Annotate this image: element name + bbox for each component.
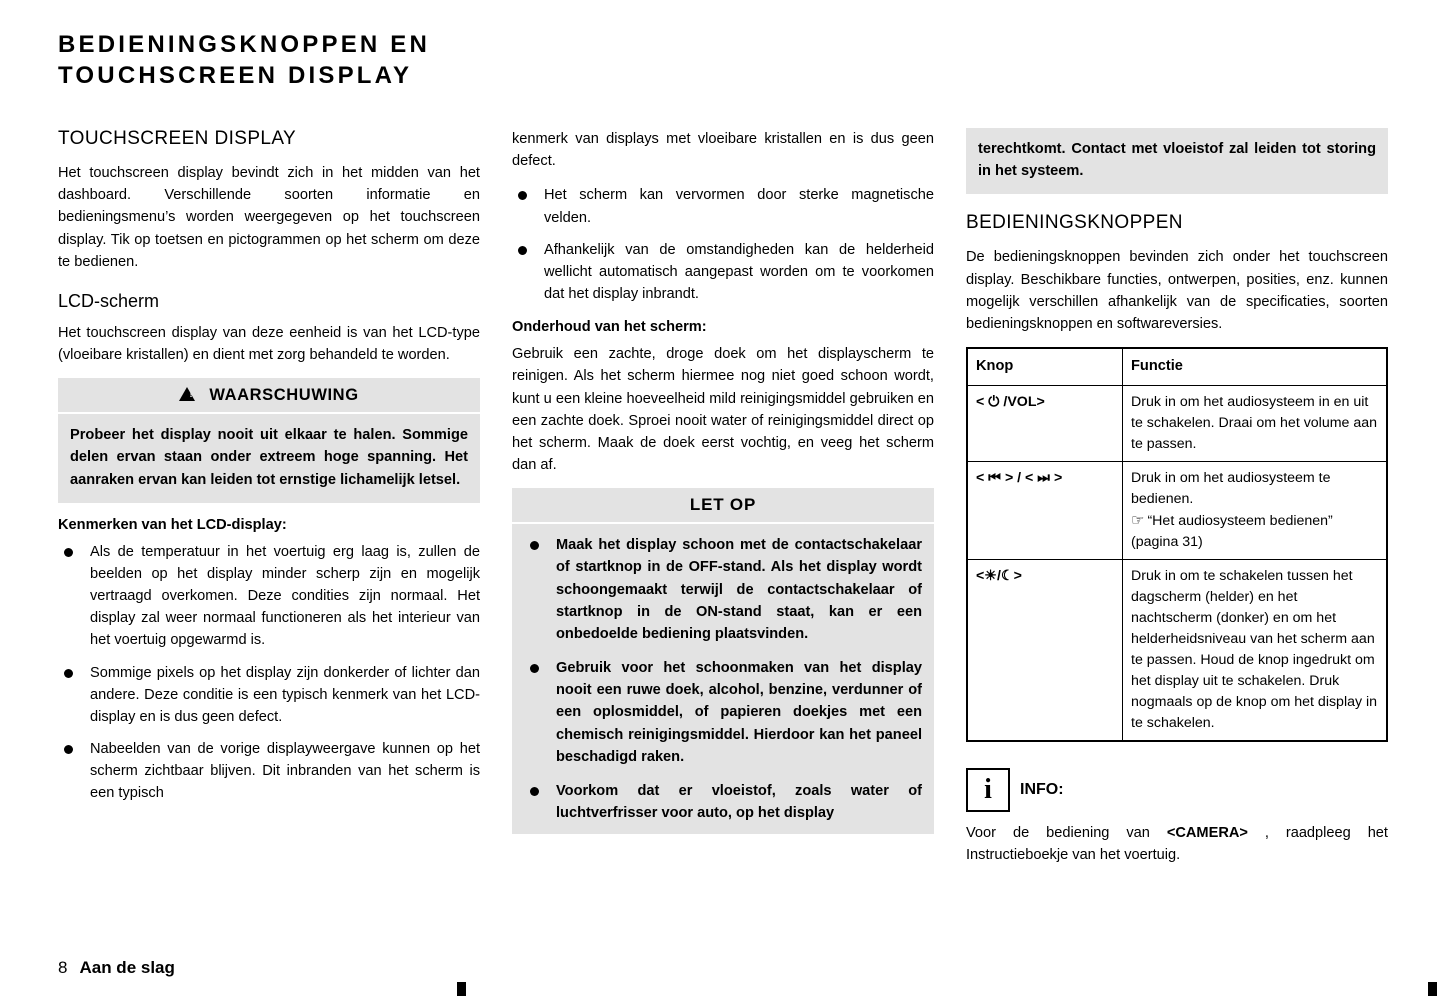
print-mark-left: [457, 982, 466, 996]
list-item-text: Afhankelijk van de omstandigheden kan de helderheid wellicht automatisch aangepast worden om te voorkomen dat het display inbrandt.: [544, 241, 934, 303]
page-title: BEDIENINGSKNOPPEN EN TOUCHSCREEN DISPLAY: [58, 31, 431, 89]
notice-title: LET OP: [512, 488, 934, 524]
table-header-functie: Functie: [1123, 348, 1388, 385]
table-cell-knop: <☀/☾>: [967, 559, 1123, 741]
bullet-icon: [530, 541, 539, 550]
info-text-before: Voor de bediening van: [966, 825, 1167, 842]
highlight-box: terechtkomt. Contact met vloeistof zal leiden tot storing in het systeem.: [966, 128, 1388, 194]
bullet-icon: [64, 548, 73, 557]
buttons-table: [966, 347, 1388, 742]
info-icon: i: [966, 768, 1010, 812]
features-continued-list: [512, 184, 934, 305]
table-row: [967, 559, 1387, 741]
table-cell-knop: < ⏮ > / < ⏭ >: [967, 461, 1123, 559]
list-item: [58, 541, 480, 652]
bullet-icon: [64, 669, 73, 678]
paragraph-lcd: Het touchscreen display van deze eenheid is van het LCD-type (vloeibare kristallen) en dient met zorg behandeld te worden.: [58, 324, 480, 364]
bullet-icon: [64, 745, 73, 754]
list-item-text: Sommige pixels op het display zijn donkerder of lichter dan andere. Deze conditie is een typisch kenmerk van het LCD-display en is dus geen defect.: [90, 664, 480, 725]
warning-title: WAARSCHUWING: [209, 386, 359, 405]
pointing-hand-icon: ☞: [1131, 511, 1144, 529]
bullet-icon: [530, 787, 539, 796]
notice-body: [512, 524, 934, 834]
list-item: [58, 738, 480, 805]
table-cell-reference: “Het audiosysteem bedienen” (pagina 31): [1131, 512, 1333, 550]
print-mark-right: [1428, 982, 1437, 996]
table-header-row: [967, 348, 1387, 385]
page-number: 8: [58, 958, 68, 977]
table-cell-functie: Druk in om het audiosysteem in en uit te schakelen. Draai om het volume aan te passen.: [1123, 385, 1388, 461]
features-list: [58, 541, 480, 805]
table-cell-functie: [1123, 461, 1388, 559]
list-item-text: Gebruik voor het schoonmaken van het display nooit een ruwe doek, alcohol, benzine, verdunner of een oplosmiddel, of papieren doekjes met een chemisch reinigingsmiddel. Hierdoor kan het paneel beschadigd raken.: [556, 660, 922, 765]
list-item: [512, 184, 934, 228]
footer-section-label: Aan de slag: [79, 958, 175, 977]
maintenance-label: Onderhoud van het scherm:: [512, 319, 707, 336]
column-middle: [512, 128, 934, 834]
table-row: [967, 385, 1387, 461]
info-text: [966, 822, 1388, 866]
section-heading-touchscreen: TOUCHSCREEN DISPLAY: [58, 128, 297, 149]
list-item-text: Voorkom dat er vloeistof, zoals water of luchtverfrisser voor auto, op het display: [556, 782, 922, 822]
list-item: [512, 239, 934, 306]
paragraph-intro: Het touchscreen display bevindt zich in het midden van het dashboard. Verschillende soorten informatie en bedieningsmenu’s worden weergegeven op het touchscreen display. Tik op toetsen en pictogrammen op het scherm om deze te bedienen.: [58, 165, 480, 270]
list-item-text: Het scherm kan vervormen door sterke magnetische velden.: [544, 187, 934, 226]
paragraph-continued: kenmerk van displays met vloeibare kristallen en is dus geen defect.: [512, 131, 934, 170]
info-text-bold: <CAMERA>: [1166, 825, 1248, 842]
notice-list: [524, 534, 922, 824]
notice-box: [512, 488, 934, 834]
table-row: [967, 461, 1387, 559]
table-header-knop: Knop: [967, 348, 1123, 385]
paragraph-maintenance: Gebruik een zachte, droge doek om het displayscherm te reinigen. Als het scherm hiermee nog niet goed schoon wordt, kunt u een kleine hoeveelheid mild reinigingsmiddel gebruiken en een zachte doek. Sproei nooit water of reinigingsmiddel direct op het scherm. Maak de doek eerst vochtig, en veeg het scherm dan af.: [512, 346, 934, 474]
list-item-text: Als de temperatuur in het voertuig erg laag is, zullen de beelden op het display minder scherp zijn en mogelijk vertraagd overkomen. Deze condities zijn normaal. Het display zal weer normaal functioneren als het interieur van het voertuig opgewarmd is.: [90, 543, 480, 649]
list-item: [524, 534, 922, 645]
list-item-text: Nabeelden van de vorige displayweergave kunnen op het scherm zichtbaar blijven. Dit inbranden van het scherm is een typisch: [90, 741, 480, 802]
warning-box: [58, 378, 480, 503]
bullet-icon: [530, 664, 539, 673]
table-cell-functie: Druk in om te schakelen tussen het dagscherm (helder) en het nachtscherm (donker) en om het helderheidsniveau van het scherm aan te passen. Houd de knop ingedrukt om het display uit te schakelen. Druk nogmaals op de knop om het display in te schakelen.: [1123, 559, 1388, 741]
paragraph-buttons-intro: De bedieningsknoppen bevinden zich onder het touchscreen display. Beschikbare functies, ontwerpen, posities, enz. kunnen mogelijk verschillen afhankelijk van de specificaties, soorten bedieningsknoppen en softwareversies.: [966, 249, 1388, 332]
table-cell-knop: < ⏻ /VOL>: [967, 385, 1123, 461]
section-heading-bedieningsknoppen: BEDIENINGSKNOPPEN: [966, 212, 1183, 234]
info-text-after: , raadpleeg het Instructieboekje van het voertuig.: [966, 825, 1388, 864]
page-footer: [58, 958, 175, 978]
info-block: [966, 768, 1388, 866]
table-cell-functie-text: Druk in om het audiosysteem te bedienen.: [1131, 469, 1331, 507]
list-item-text: Maak het display schoon met de contactschakelaar of startknop in de OFF-stand. Als het display wordt schoongemaakt terwijl de contactschakelaar of startknop in de ON-stand staat, kan er een onbedoelde bediening plaatsvinden.: [556, 537, 922, 642]
info-label: INFO:: [1020, 781, 1064, 799]
features-label: Kenmerken van het LCD-display:: [58, 516, 287, 533]
bullet-icon: [518, 191, 527, 200]
list-item: [524, 657, 922, 768]
subheading-lcd: LCD-scherm: [58, 290, 160, 311]
column-left: [58, 128, 480, 815]
bullet-icon: [518, 246, 527, 255]
column-right: [966, 128, 1388, 866]
warning-header: [58, 378, 480, 414]
info-header: [966, 768, 1388, 812]
warning-triangle-icon: !: [179, 386, 203, 405]
list-item: [524, 780, 922, 824]
warning-text: Probeer het display nooit uit elkaar te halen. Sommige delen ervan staan onder extreem hoge spanning. Het aanraken ervan kan leiden tot ernstige lichamelijk letsel.: [70, 427, 468, 488]
list-item: [58, 662, 480, 729]
